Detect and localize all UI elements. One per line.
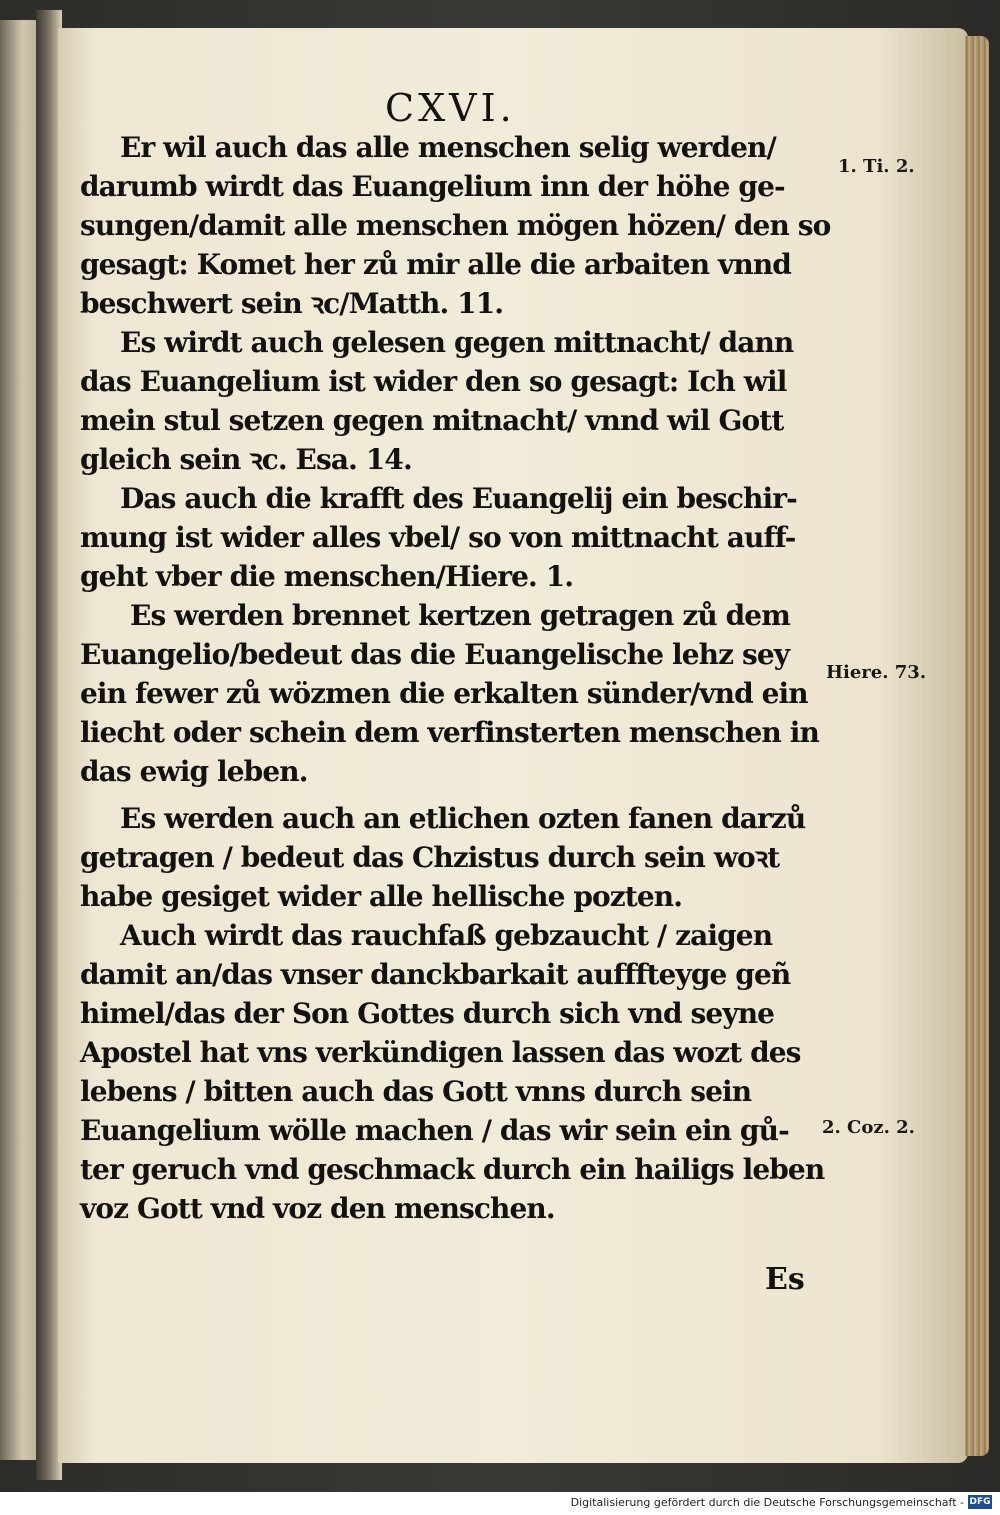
- footer-bar: [0, 1492, 1000, 1515]
- text-line: Es werden auch an etlichen ozten fanen darzů: [120, 802, 806, 835]
- text-line: gleich sein ꝛc. Esa. 14.: [80, 443, 412, 476]
- text-line: Er wil auch das alle menschen selig werden/: [120, 131, 776, 164]
- body-text: [80, 128, 835, 1228]
- text-line: ein fewer zů wözmen die erkalten sünder/vnd ein: [80, 677, 808, 710]
- text-line: gesagt: Komet her zů mir alle die arbaiten vnnd: [80, 248, 791, 281]
- dfg-logo-icon: DFG: [969, 1497, 991, 1507]
- text-line: das Euangelium ist wider den so gesagt: Ich wil: [80, 365, 787, 398]
- text-line: Es werden brennet kertzen getragen zů dem: [130, 599, 790, 632]
- margin-note: 2. Coz. 2.: [822, 1117, 915, 1138]
- text-line: Es wirdt auch gelesen gegen mittnacht/ dann: [120, 326, 794, 359]
- text-line: voz Gott vnd voz den menschen.: [80, 1192, 555, 1225]
- catchword: Es: [765, 1262, 805, 1297]
- margin-note: Hiere. 73.: [826, 662, 927, 683]
- page-fore-edge: [965, 36, 989, 1456]
- digitization-credit: Digitalisierung gefördert durch die Deutsche Forschungsgemeinschaft -: [570, 1496, 964, 1509]
- text-line: Auch wirdt das rauchfaß gebzaucht / zaigen: [120, 919, 773, 952]
- text-line: getragen / bedeut das Chzistus durch sein woꝛt: [80, 841, 780, 874]
- text-line: Euangelium wölle machen / das wir sein ein gů-: [80, 1114, 789, 1147]
- text-line: das ewig leben.: [80, 755, 308, 788]
- facing-page-edge: [0, 20, 40, 1460]
- text-line: sungen/damit alle menschen mögen hözen/ den so: [80, 209, 831, 242]
- text-line: beschwert sein ꝛc/Matth. 11.: [80, 287, 504, 320]
- text-line: geht vber die menschen/Hiere. 1.: [80, 560, 574, 593]
- text-line: himel/das der Son Gottes durch sich vnd seyne: [80, 997, 775, 1030]
- text-line: Euangelio/bedeut das die Euangelische lehz sey: [80, 638, 790, 671]
- folio-number: CXVI.: [385, 86, 516, 130]
- text-line: darumb wirdt das Euangelium inn der höhe ge-: [80, 170, 785, 203]
- text-line: liecht oder schein dem verfinsterten menschen in: [80, 716, 819, 749]
- text-line: Apostel hat vns verkündigen lassen das wozt des: [80, 1036, 801, 1069]
- text-line: ter geruch vnd geschmack durch ein hailigs leben: [80, 1153, 825, 1186]
- text-line: lebens / bitten auch das Gott vnns durch sein: [80, 1075, 752, 1108]
- text-line: Das auch die krafft des Euangelij ein beschir-: [120, 482, 797, 515]
- text-line: habe gesiget wider alle hellische pozten.: [80, 880, 683, 913]
- text-line: mein stul setzen gegen mitnacht/ vnnd wil Gott: [80, 404, 784, 437]
- margin-note: 1. Ti. 2.: [838, 156, 915, 177]
- text-line: damit an/das vnser danckbarkait aufffteyge geñ: [80, 958, 791, 991]
- text-line: mung ist wider alles vbel/ so von mittnacht auff-: [80, 521, 796, 554]
